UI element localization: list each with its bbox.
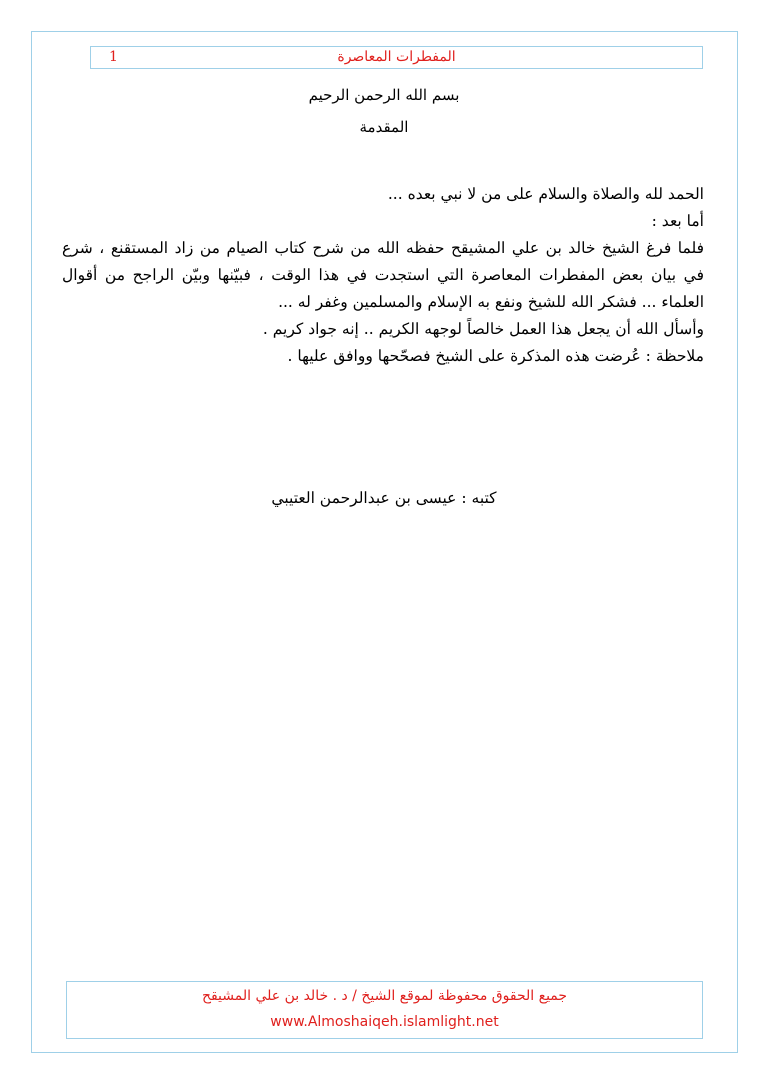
intro-heading: المقدمة xyxy=(359,118,409,136)
body-line-intro-2: في بيان بعض المفطرات المعاصرة التي استجدت في هذا الوقت ، فبيّنها وبيّن الراجح من أقوال xyxy=(62,266,704,284)
author-signature: كتبه : عيسى بن عبدالرحمن العتيبي xyxy=(271,489,497,507)
page-header xyxy=(90,46,703,69)
basmala: بسم الله الرحمن الرحيم xyxy=(308,86,460,104)
body-line-amma-baad: أما بعد : xyxy=(651,212,704,230)
footer-website-link[interactable]: www.Almoshaiqeh.islamlight.net xyxy=(270,1014,499,1030)
page-footer xyxy=(66,981,703,1039)
body-line-intro-1: فلما فرغ الشيخ خالد بن علي المشيقح حفظه الله من شرح كتاب الصيام من زاد المستقنع ، شرع xyxy=(62,239,704,257)
body-line-dua: وأسأل الله أن يجعل هذا العمل خالصاً لوجهه الكريم .. إنه جواد كريم . xyxy=(262,320,704,338)
page-number: 1 xyxy=(109,49,118,65)
header-title: المفطرات المعاصرة xyxy=(337,49,456,65)
body-line-intro-3: العلماء ... فشكر الله للشيخ ونفع به الإسلام والمسلمين وغفر له ... xyxy=(278,293,704,311)
body-text xyxy=(62,181,704,370)
body-line-praise: الحمد لله والصلاة والسلام على من لا نبي بعده ... xyxy=(387,185,704,203)
body-line-note: ملاحظة : عُرضت هذه المذكرة على الشيخ فصحّحها ووافق عليها . xyxy=(287,347,704,365)
footer-copyright: جميع الحقوق محفوظة لموقع الشيخ / د . خالد بن علي المشيقح xyxy=(201,988,568,1004)
